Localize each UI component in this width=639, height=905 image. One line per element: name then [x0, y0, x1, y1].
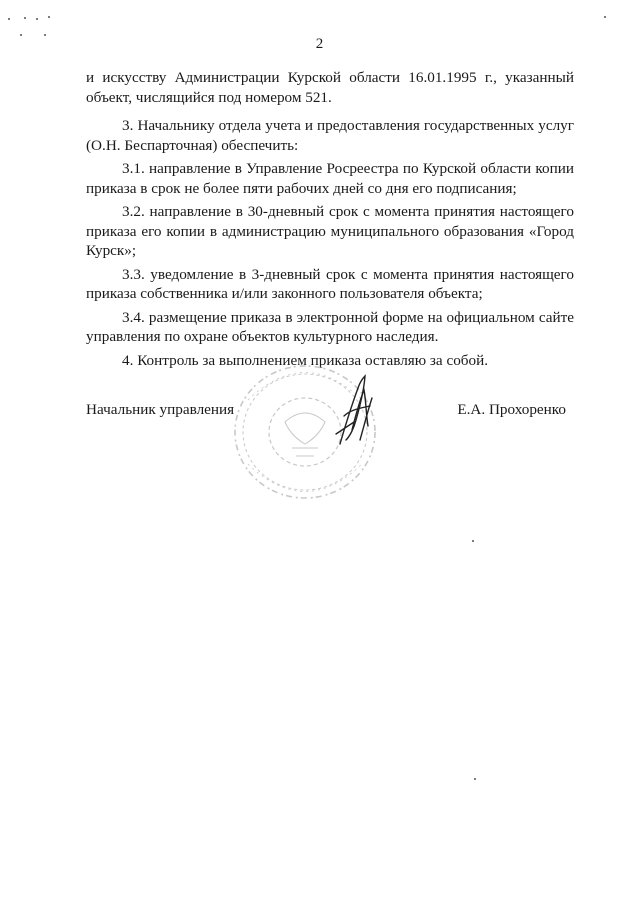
- scan-speck: [604, 16, 606, 18]
- signatory-title: Начальник управления: [86, 401, 235, 418]
- scan-speck: [36, 18, 38, 20]
- scan-speck: [474, 778, 476, 780]
- scan-speck: [44, 34, 46, 36]
- paragraph-continuation: и искусству Администрации Курской области 16.01.1995 г., указанный объект, числящийся под номером 521.: [86, 69, 574, 106]
- scan-speck: [20, 34, 22, 36]
- document-body: [86, 68, 574, 370]
- scan-speck: [472, 540, 474, 542]
- paragraph-item-4: 4. Контроль за выполнением приказа оставляю за собой.: [122, 351, 489, 369]
- paragraph-item-3-3: 3.3. уведомление в 3-дневный срок с момента принятия настоящего приказа собственника и/или законного пользователя объекта;: [86, 265, 574, 302]
- paragraph-item-3-2: 3.2. направление в 30-дневный срок с момента принятия настоящего приказа его копии в администрацию муниципального образования «Город Курск»;: [86, 203, 574, 259]
- scan-speck: [24, 17, 26, 19]
- page-number: 2: [315, 36, 324, 52]
- signatory-name: Е.А. Прохоренко: [457, 401, 566, 418]
- scan-speck: [48, 16, 50, 18]
- paragraph-item-3: 3. Начальнику отдела учета и предоставления государственных услуг (О.Н. Беспарточная) обеспечить:: [86, 117, 574, 154]
- paragraph-item-3-4: 3.4. размещение приказа в электронной форме на официальном сайте управления по охране объектов культурного наследия.: [86, 308, 574, 345]
- signature-icon: [330, 370, 380, 450]
- paragraph-item-3-1: 3.1. направление в Управление Росреестра по Курской области копии приказа в срок не более пяти рабочих дней со дня его подписания;: [86, 160, 574, 197]
- scan-speck: [8, 18, 10, 20]
